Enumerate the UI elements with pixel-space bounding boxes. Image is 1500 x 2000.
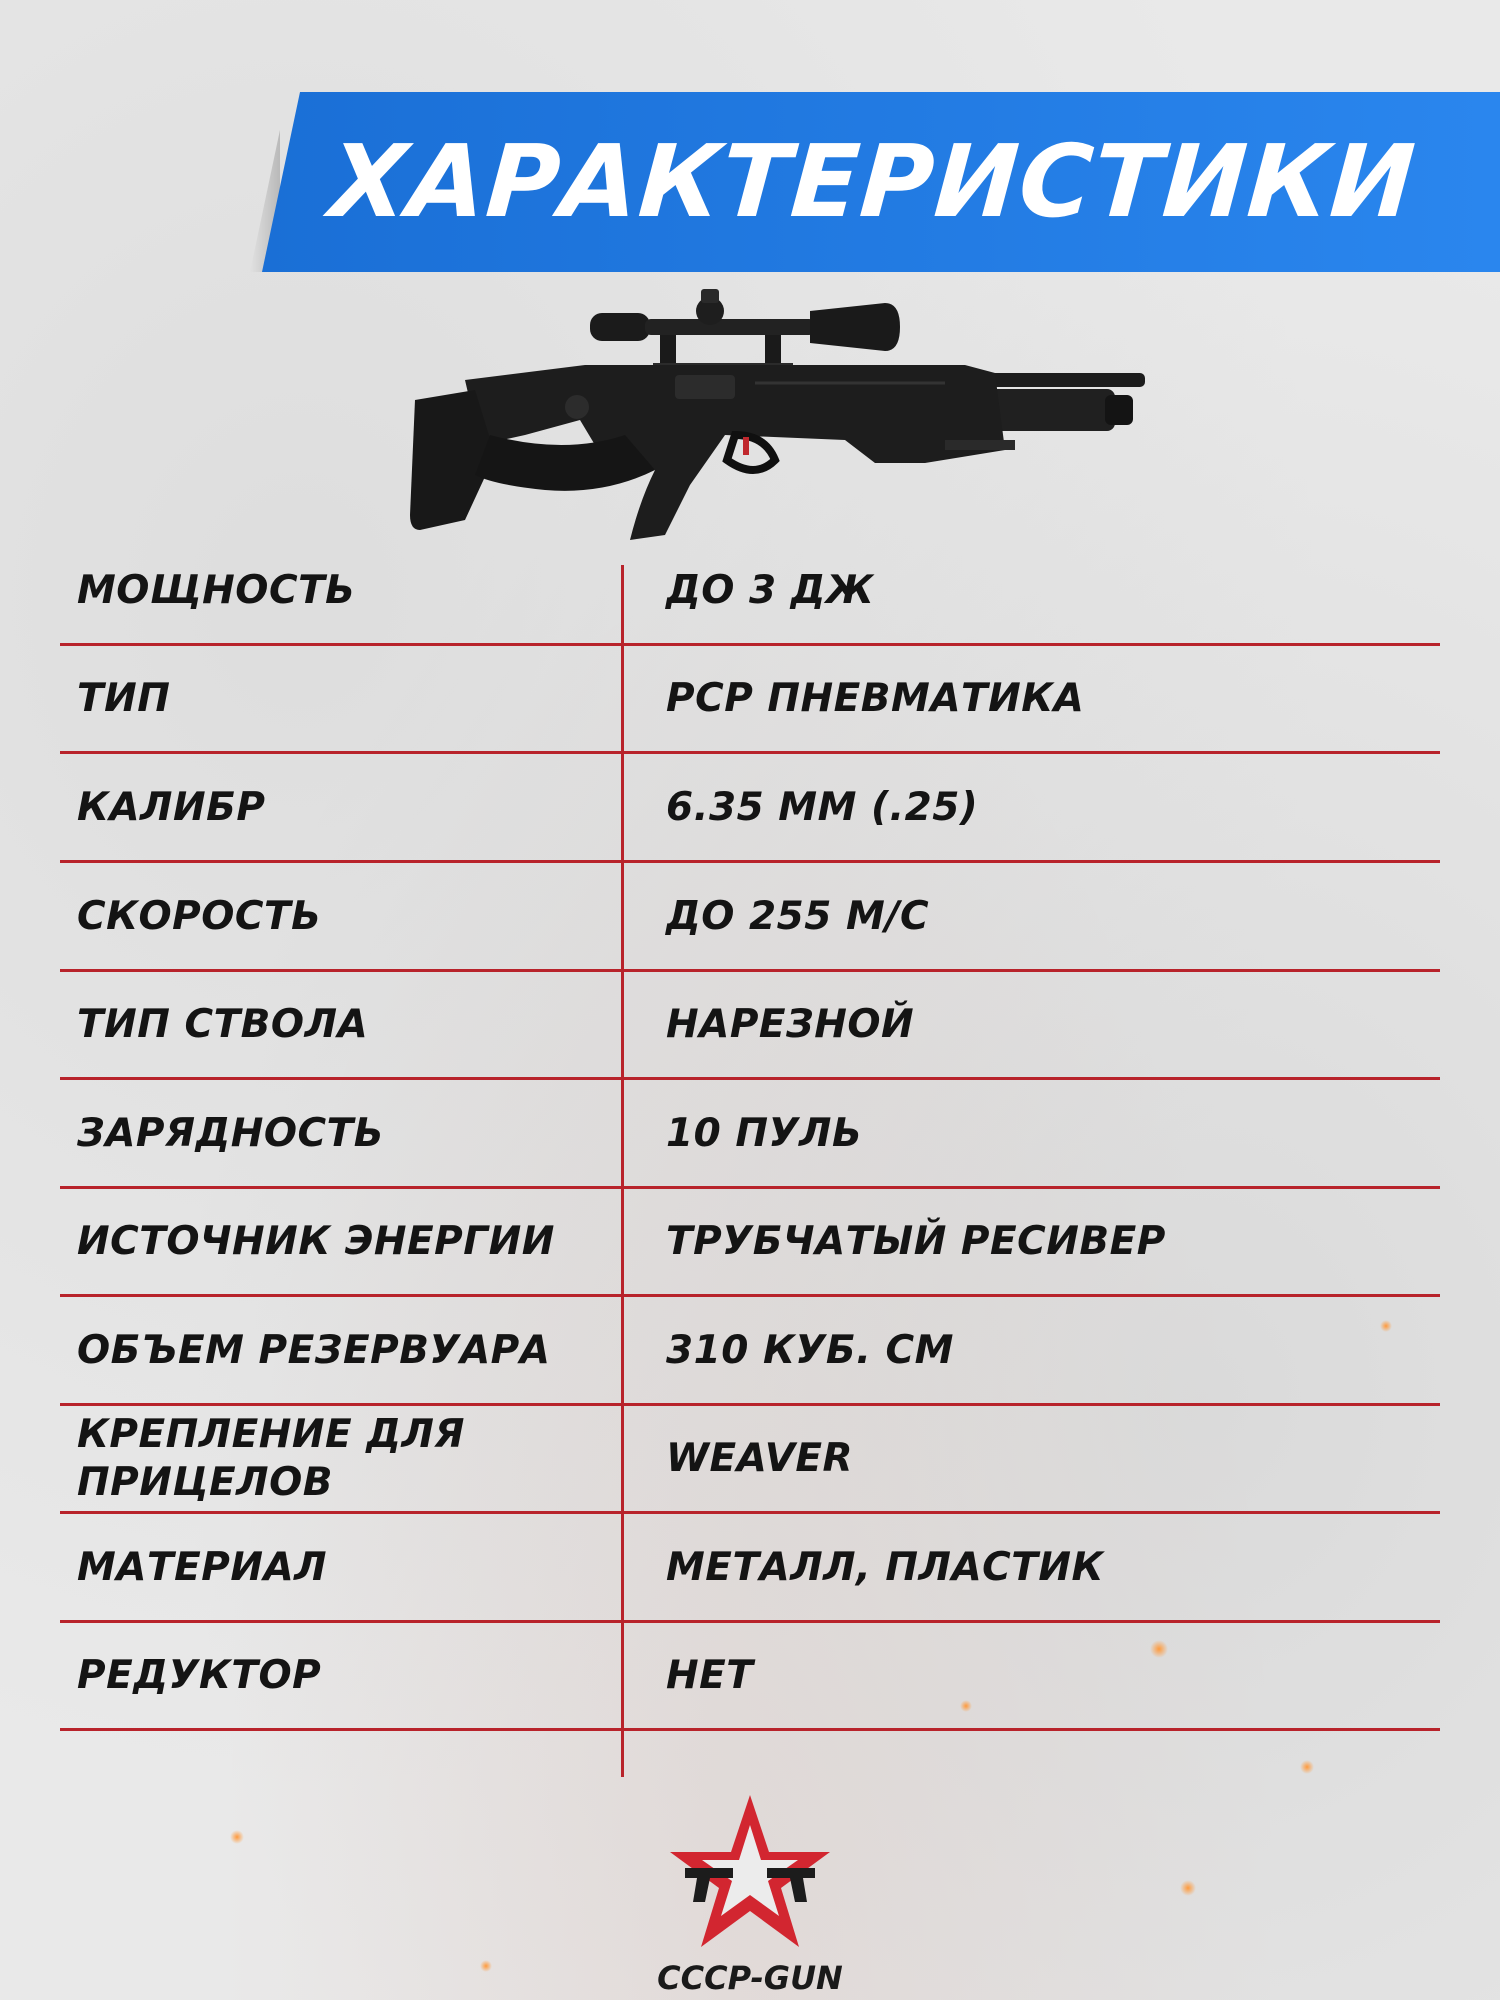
spec-label: МОЩНОСТЬ — [77, 568, 356, 613]
spec-value: НЕТ — [666, 1653, 754, 1698]
spec-row — [60, 972, 1440, 1080]
spec-row — [60, 1298, 1440, 1406]
spec-label: ТИП СТВОЛА — [77, 1002, 369, 1047]
spec-value: PCP ПНЕВМАТИКА — [666, 676, 1085, 721]
star-with-pistols-logo-icon — [665, 1790, 835, 1980]
ember-decoration — [1150, 1640, 1168, 1658]
spec-row — [60, 1189, 1440, 1297]
specs-table — [60, 0, 1440, 2000]
row-divider — [60, 1728, 1440, 1731]
spec-value: МЕТАЛЛ, ПЛАСТИК — [666, 1545, 1104, 1590]
spec-value: WEAVER — [666, 1436, 854, 1481]
spec-label: ЗАРЯДНОСТЬ — [77, 1111, 384, 1156]
spec-row — [60, 1515, 1440, 1623]
row-divider — [60, 1294, 1440, 1297]
ember-decoration — [230, 1830, 244, 1844]
spec-label: КАЛИБР — [77, 785, 266, 830]
spec-label: ИСТОЧНИК ЭНЕРГИИ — [77, 1219, 555, 1264]
ember-decoration — [1380, 1320, 1392, 1332]
spec-value: ДО 3 ДЖ — [666, 568, 875, 613]
spec-row — [60, 646, 1440, 754]
spec-label: МАТЕРИАЛ — [77, 1545, 328, 1590]
ember-decoration — [1180, 1880, 1196, 1896]
spec-label: ТИП — [77, 676, 171, 721]
row-divider — [60, 751, 1440, 754]
spec-label: ОБЪЕМ РЕЗЕРВУАРА — [77, 1328, 551, 1373]
spec-row — [60, 1623, 1440, 1731]
spec-value: 310 КУБ. СМ — [666, 1328, 954, 1373]
spec-row — [60, 538, 1440, 646]
ember-decoration — [960, 1700, 972, 1712]
spec-row — [60, 864, 1440, 972]
spec-row — [60, 1081, 1440, 1189]
ember-decoration — [480, 1960, 492, 1972]
column-divider — [621, 565, 624, 1777]
spec-value: ТРУБЧАТЫЙ РЕСИВЕР — [666, 1219, 1166, 1264]
spec-label: КРЕПЛЕНИЕ ДЛЯ ПРИЦЕЛОВ — [77, 1412, 465, 1505]
row-divider — [60, 1511, 1440, 1514]
brand-name: CCCP-GUN — [657, 1959, 843, 1997]
ember-decoration — [1300, 1760, 1314, 1774]
page-title: ХАРАКТЕРИСТИКИ — [325, 123, 1420, 240]
row-divider — [60, 1077, 1440, 1080]
spec-value: ДО 255 М/С — [666, 894, 930, 939]
spec-value: 10 ПУЛЬ — [666, 1111, 863, 1156]
spec-row — [60, 1406, 1440, 1514]
spec-row — [60, 755, 1440, 863]
row-divider — [60, 860, 1440, 863]
spec-label: РЕДУКТОР — [77, 1653, 322, 1698]
spec-value: 6.35 ММ (.25) — [666, 785, 979, 830]
spec-label: СКОРОСТЬ — [77, 894, 322, 939]
spec-value: НАРЕЗНОЙ — [666, 1002, 915, 1047]
